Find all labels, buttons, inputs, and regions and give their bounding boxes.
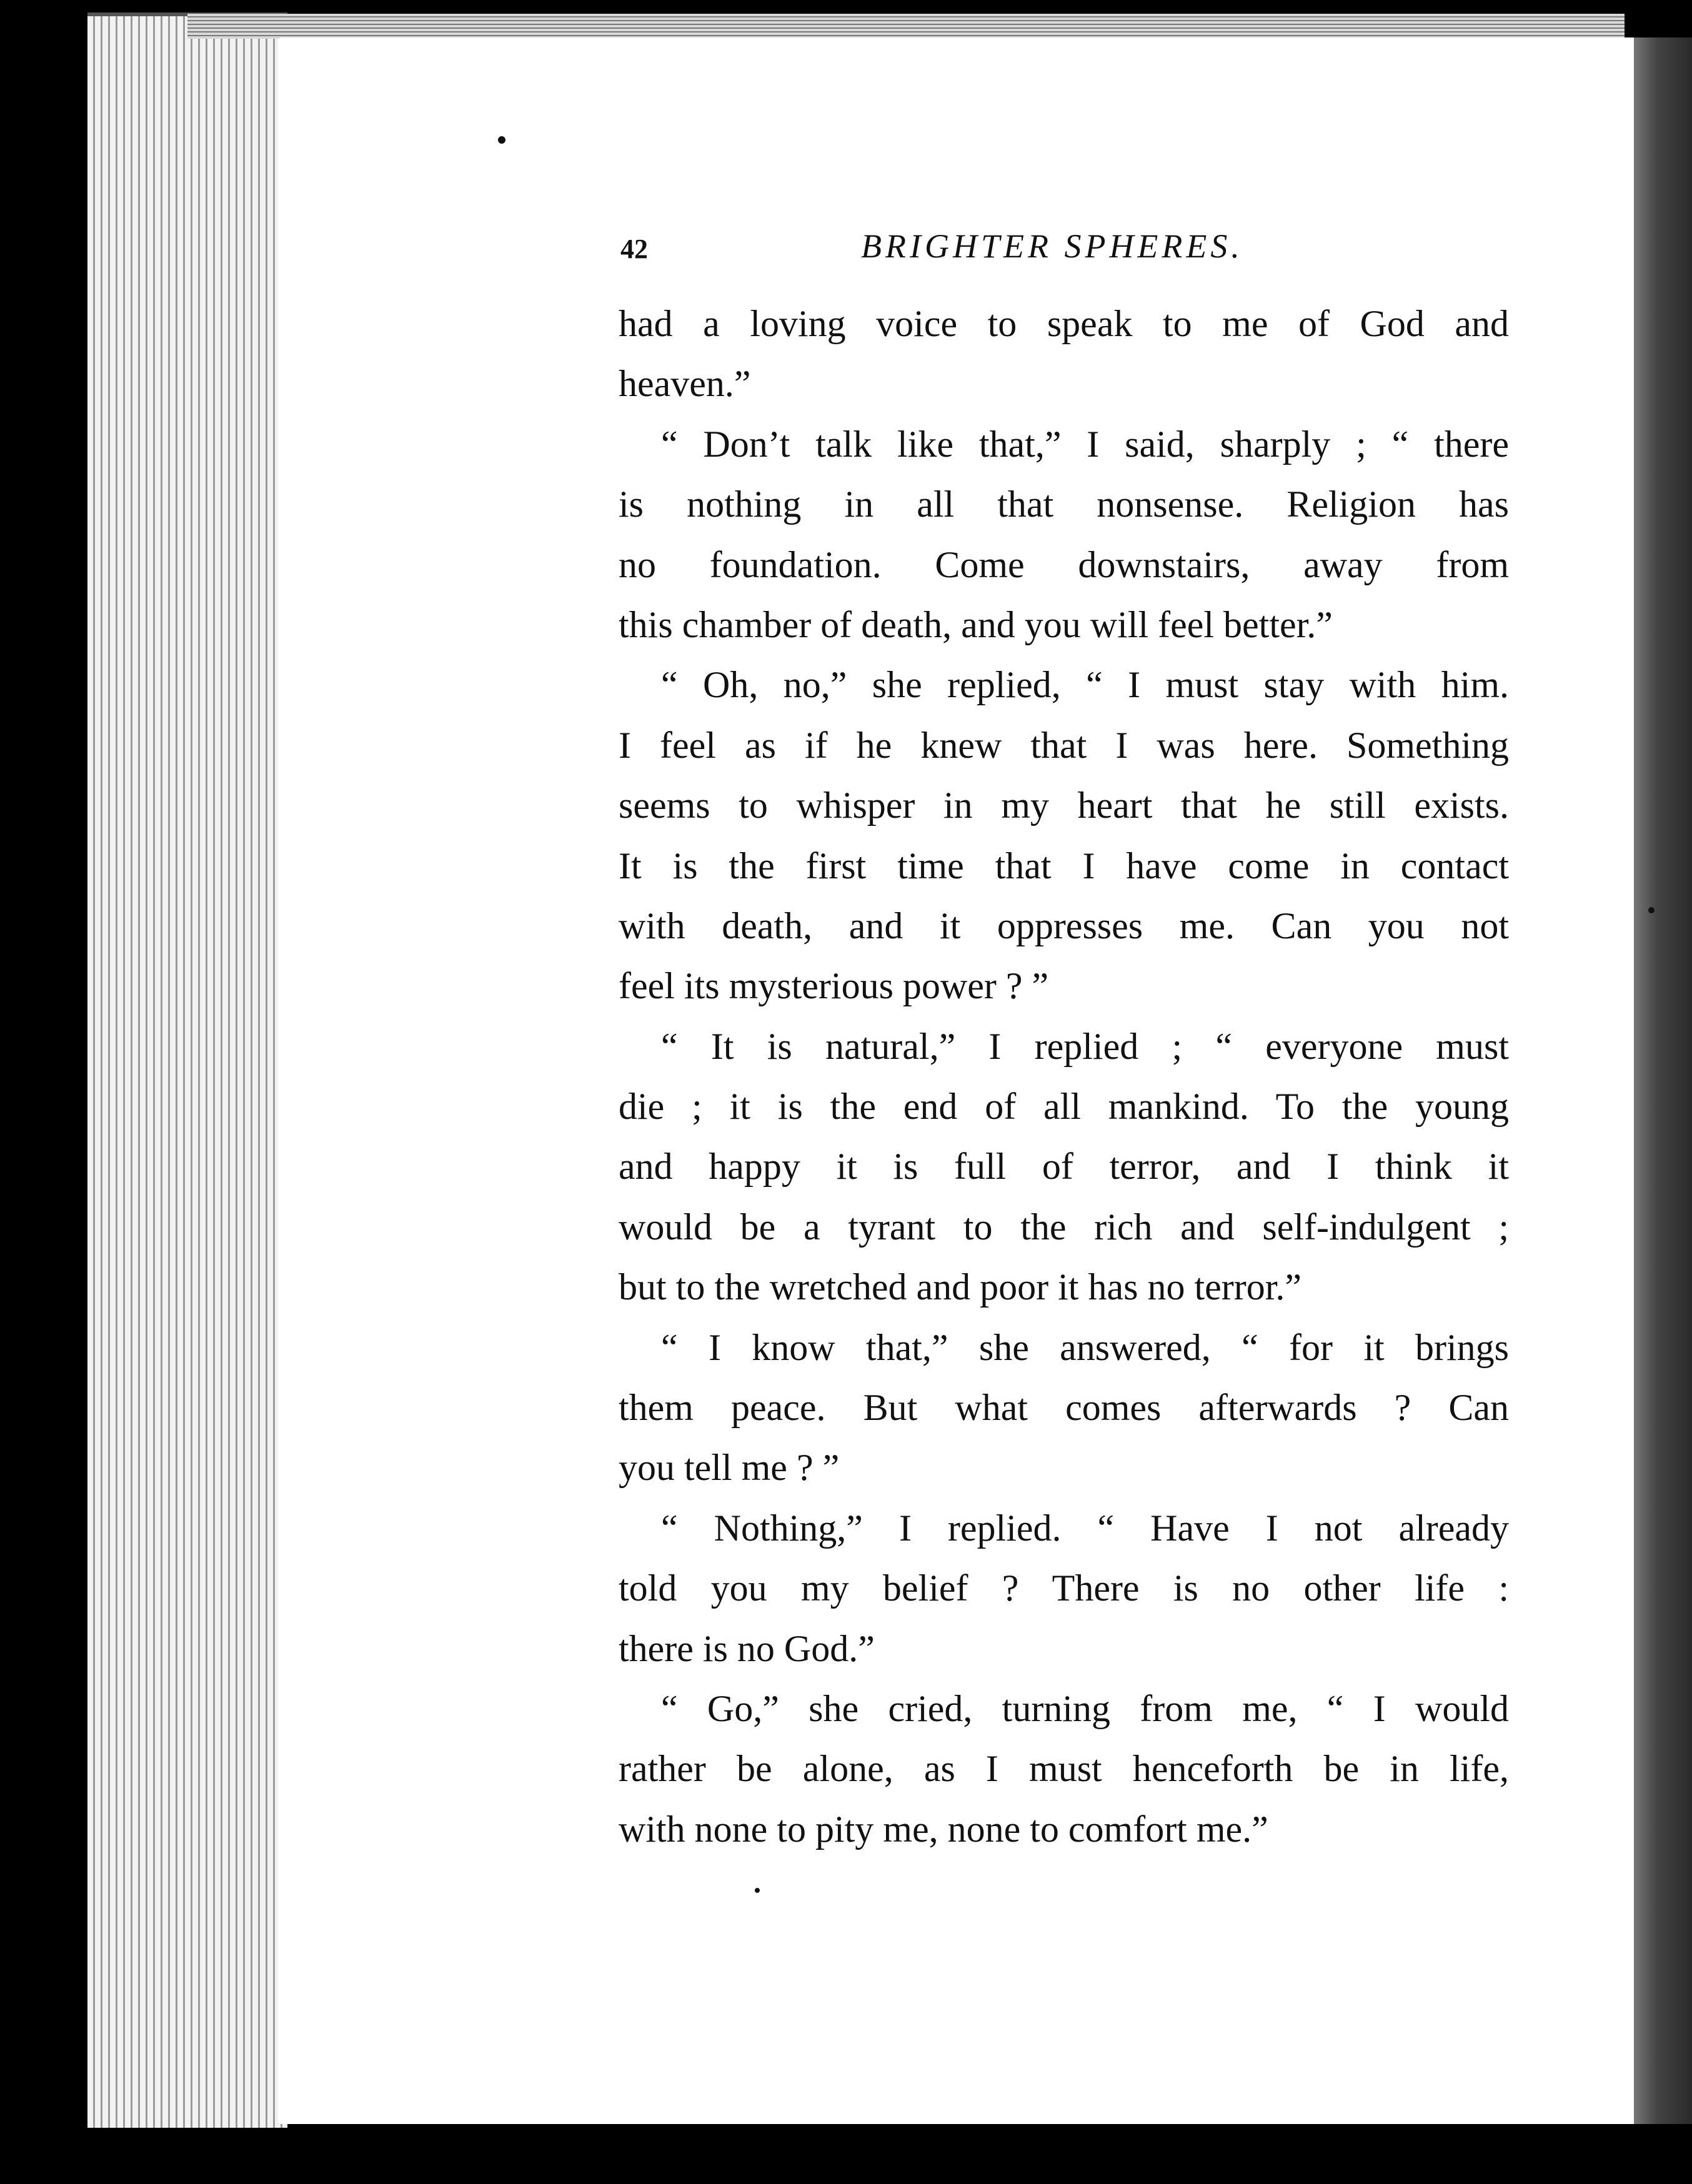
text-line: “ It is natural,” I replied ; “ everyone must — [661, 1025, 1509, 1067]
text-line: this chamber of death, and you will feel better.” — [619, 603, 1333, 645]
text-line: “ Oh, no,” she replied, “ I must stay with him. — [661, 664, 1509, 706]
text-line: is nothing in all that nonsense. Religion has — [619, 484, 1509, 525]
text-line: with none to pity me, none to comfort me.” — [619, 1808, 1268, 1850]
body-text — [619, 294, 1509, 1859]
top-page-edges — [187, 14, 1625, 39]
running-header — [620, 222, 1508, 272]
text-line: you tell me ? ” — [619, 1447, 840, 1489]
text-line: and happy it is full of terror, and I think it — [619, 1146, 1509, 1188]
text-line: “ Don’t talk like that,” I said, sharply ; “ there — [661, 423, 1509, 465]
text-line: there is no God.” — [619, 1627, 875, 1669]
text-line: It is the first time that I have come in contact — [619, 845, 1509, 886]
running-title: BRIGHTER SPHERES. — [861, 227, 1243, 265]
text-line: had a loving voice to speak to me of God and — [619, 303, 1509, 344]
text-line: would be a tyrant to the rich and self-indulgent ; — [619, 1206, 1509, 1248]
text-line: die ; it is the end of all mankind. To the young — [619, 1086, 1509, 1128]
text-line: rather be alone, as I must henceforth be in life, — [619, 1748, 1509, 1790]
stacked-page-edges — [87, 12, 287, 2128]
text-line: with death, and it oppresses me. Can you not — [619, 905, 1509, 946]
text-line: feel its mysterious power ? ” — [619, 965, 1049, 1007]
text-line: but to the wretched and poor it has no terror.” — [619, 1266, 1302, 1308]
text-line: I feel as if he knew that I was here. Something — [619, 724, 1509, 766]
text-line: told you my belief ? There is no other life : — [619, 1567, 1509, 1609]
book-binding-shadow — [1634, 37, 1692, 2124]
text-line: them peace. But what comes afterwards ? Can — [619, 1387, 1509, 1429]
text-line: “ Go,” she cried, turning from me, “ I would — [661, 1687, 1509, 1729]
text-line: “ I know that,” she answered, “ for it brings — [661, 1326, 1509, 1368]
text-line: “ Nothing,” I replied. “ Have I not already — [661, 1507, 1509, 1549]
text-line: seems to whisper in my heart that he still exists. — [619, 785, 1509, 826]
text-line: no foundation. Come downstairs, away from — [619, 544, 1509, 585]
page-number: 42 — [620, 234, 648, 264]
text-line: heaven.” — [619, 363, 751, 405]
